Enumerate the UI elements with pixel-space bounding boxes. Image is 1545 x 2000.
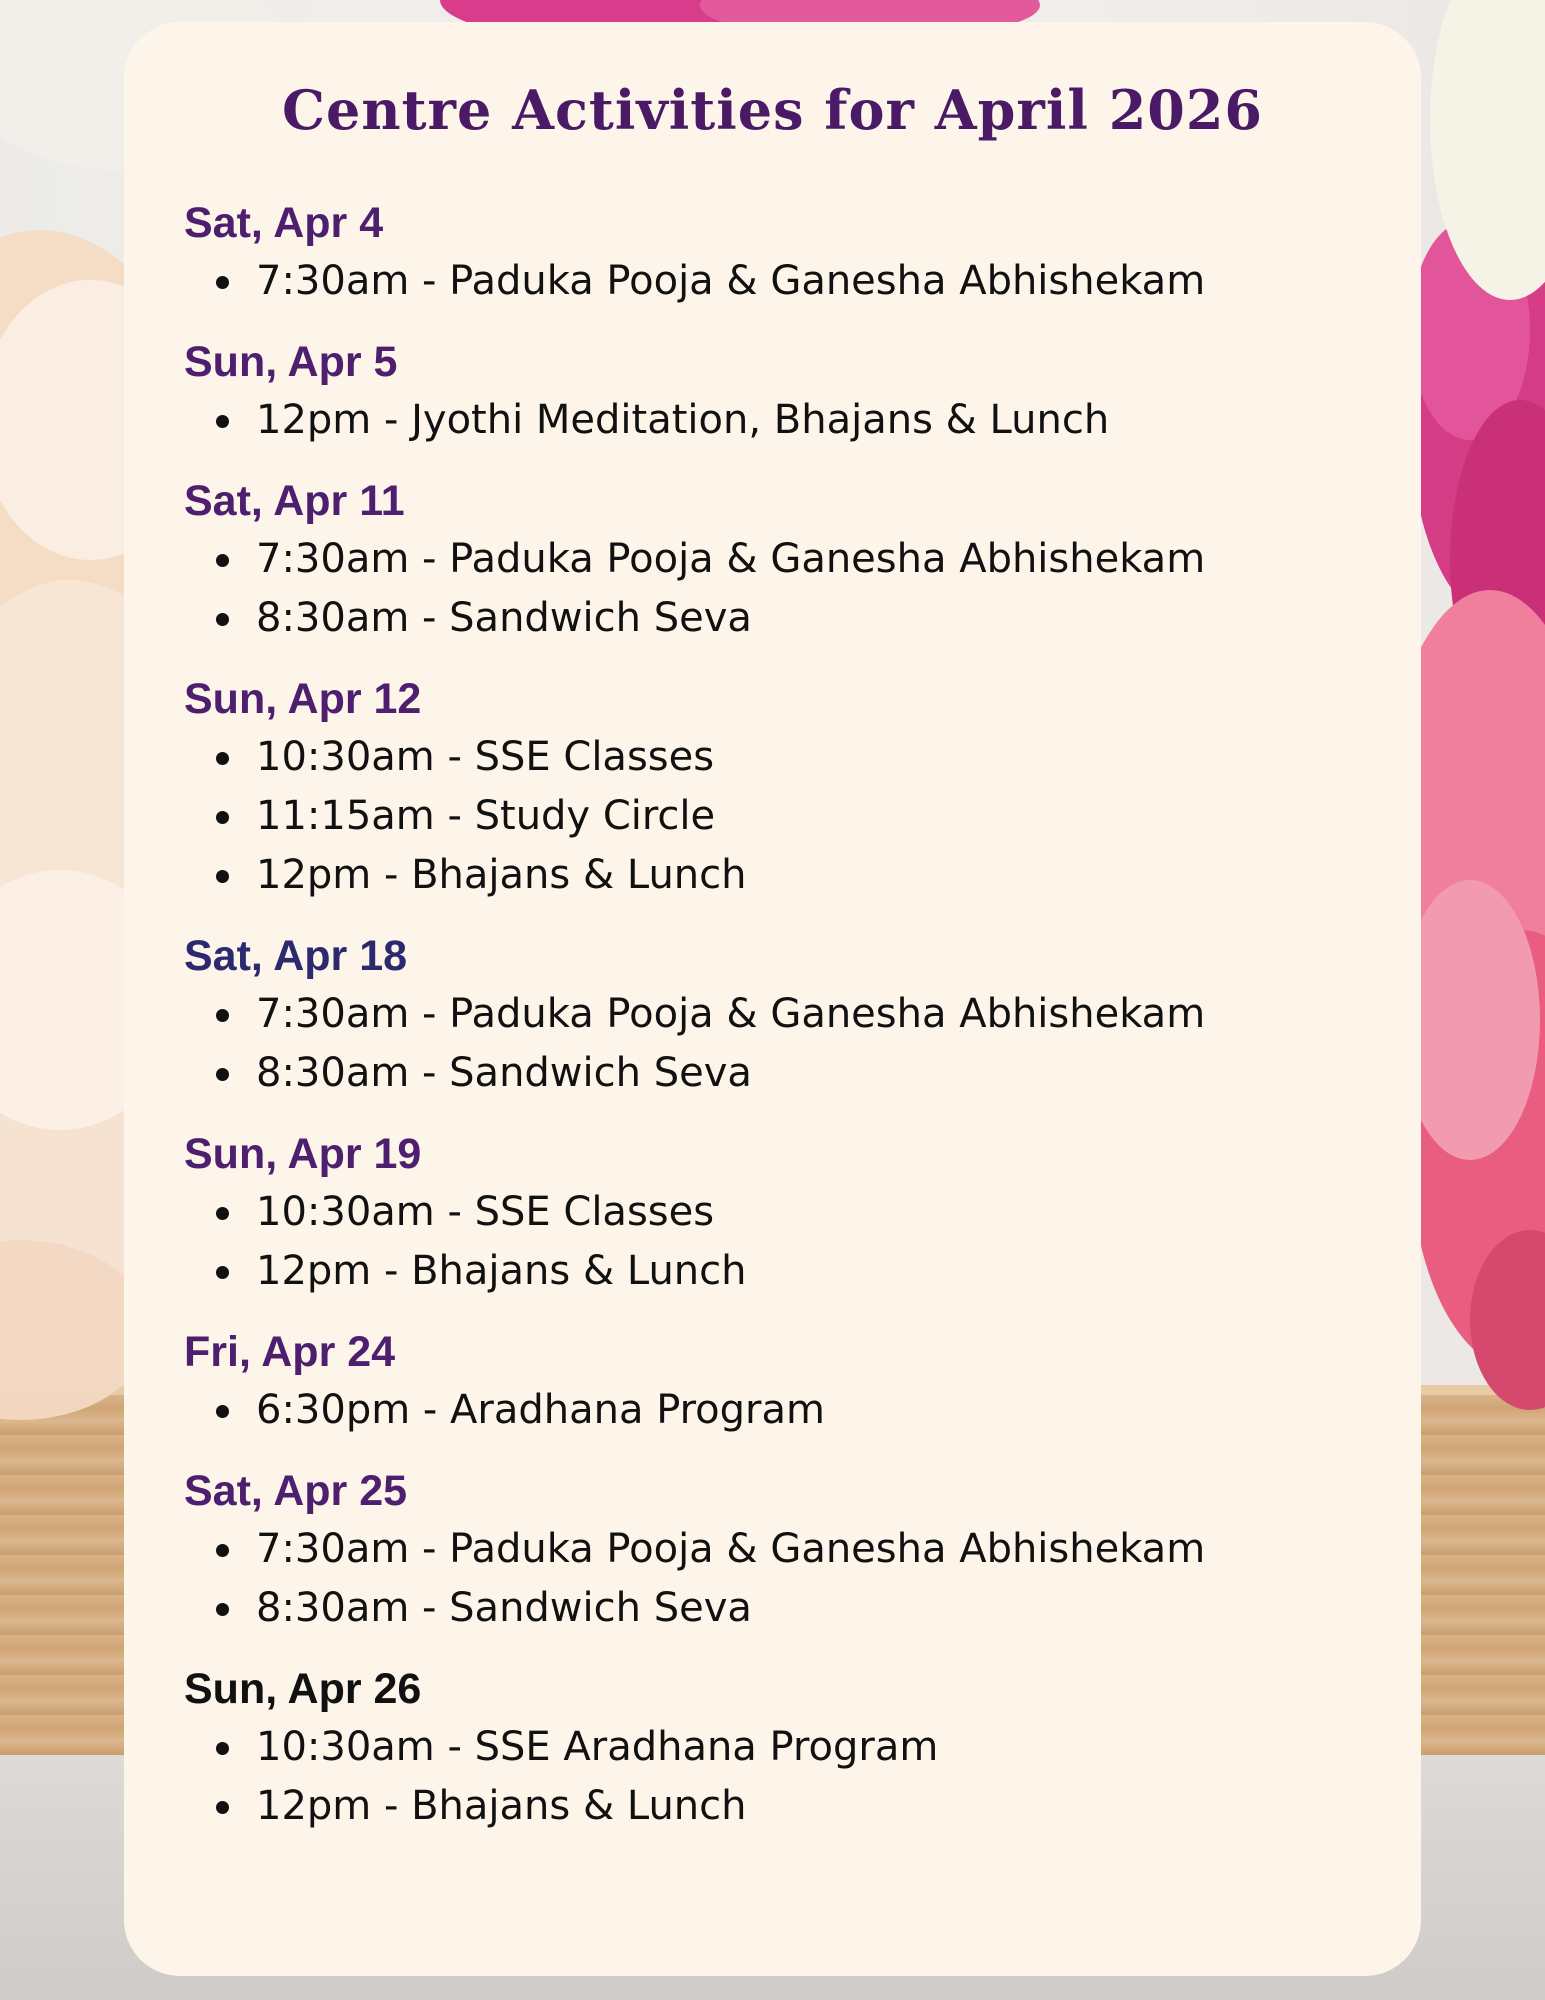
activity-item [184, 1044, 1364, 1103]
activity-item [184, 589, 1364, 648]
activity-item [184, 1520, 1364, 1579]
activity-list [184, 252, 1364, 311]
day-section [184, 333, 1364, 450]
day-heading: Sun, Apr 5 [184, 338, 398, 386]
bullet-icon [216, 1266, 229, 1279]
activity-text: 7:30am - Paduka Pooja & Ganesha Abhishekam [256, 258, 1206, 304]
activity-item [184, 787, 1364, 846]
bullet-icon [216, 811, 229, 824]
bullet-icon [216, 1009, 229, 1022]
activity-item [184, 846, 1364, 905]
activity-item [184, 728, 1364, 787]
schedule-card [124, 22, 1421, 1976]
page-title: Centre Activities for April 2026 [281, 78, 1263, 142]
day-heading: Sat, Apr 11 [184, 477, 405, 525]
day-heading: Sun, Apr 12 [184, 675, 422, 723]
bullet-icon [216, 1603, 229, 1616]
day-heading: Sat, Apr 25 [184, 1467, 408, 1515]
activity-item [184, 391, 1364, 450]
activity-list [184, 1183, 1364, 1301]
activity-list [184, 530, 1364, 648]
day-section [184, 927, 1364, 1103]
day-section [184, 472, 1364, 648]
bullet-icon [216, 613, 229, 626]
day-section [184, 1660, 1364, 1836]
activity-item [184, 1718, 1364, 1777]
activity-text: 8:30am - Sandwich Seva [256, 1050, 752, 1096]
bullet-icon [216, 1544, 229, 1557]
day-section [184, 194, 1364, 311]
day-heading: Fri, Apr 24 [184, 1328, 396, 1376]
activity-text: 12pm - Bhajans & Lunch [256, 1248, 747, 1294]
bullet-icon [216, 752, 229, 765]
activity-list [184, 1520, 1364, 1638]
activity-text: 7:30am - Paduka Pooja & Ganesha Abhishekam [256, 991, 1206, 1037]
day-section [184, 1323, 1364, 1440]
bullet-icon [216, 554, 229, 567]
bullet-icon [216, 1068, 229, 1081]
day-heading: Sat, Apr 18 [184, 932, 408, 980]
activity-text: 8:30am - Sandwich Seva [256, 595, 752, 641]
activity-text: 8:30am - Sandwich Seva [256, 1585, 752, 1631]
bullet-icon [216, 415, 229, 428]
activity-item [184, 1381, 1364, 1440]
activity-text: 12pm - Jyothi Meditation, Bhajans & Lunch [256, 397, 1110, 443]
day-section [184, 1125, 1364, 1301]
activity-text: 12pm - Bhajans & Lunch [256, 852, 747, 898]
activity-list [184, 728, 1364, 905]
activity-item [184, 1777, 1364, 1836]
activity-item [184, 252, 1364, 311]
activity-item [184, 1183, 1364, 1242]
activity-text: 10:30am - SSE Aradhana Program [256, 1724, 939, 1770]
day-section [184, 1462, 1364, 1638]
activity-list [184, 1718, 1364, 1836]
schedule-list [184, 194, 1364, 1858]
activity-list [184, 391, 1364, 450]
bullet-icon [216, 276, 229, 289]
activity-item [184, 985, 1364, 1044]
bullet-icon [216, 1405, 229, 1418]
bullet-icon [216, 1742, 229, 1755]
activity-text: 12pm - Bhajans & Lunch [256, 1783, 747, 1829]
activity-item [184, 1579, 1364, 1638]
activity-text: 11:15am - Study Circle [256, 793, 716, 839]
activity-text: 7:30am - Paduka Pooja & Ganesha Abhishekam [256, 536, 1206, 582]
bullet-icon [216, 1801, 229, 1814]
bullet-icon [216, 870, 229, 883]
day-section [184, 670, 1364, 905]
day-heading: Sun, Apr 19 [184, 1130, 422, 1178]
activity-text: 10:30am - SSE Classes [256, 734, 715, 780]
bullet-icon [216, 1207, 229, 1220]
activity-list [184, 985, 1364, 1103]
day-heading: Sat, Apr 4 [184, 199, 384, 247]
day-heading: Sun, Apr 26 [184, 1665, 422, 1713]
activity-text: 7:30am - Paduka Pooja & Ganesha Abhishekam [256, 1526, 1206, 1572]
activity-list [184, 1381, 1364, 1440]
activity-text: 6:30pm - Aradhana Program [256, 1387, 825, 1433]
activity-item [184, 1242, 1364, 1301]
activity-item [184, 530, 1364, 589]
activity-text: 10:30am - SSE Classes [256, 1189, 715, 1235]
